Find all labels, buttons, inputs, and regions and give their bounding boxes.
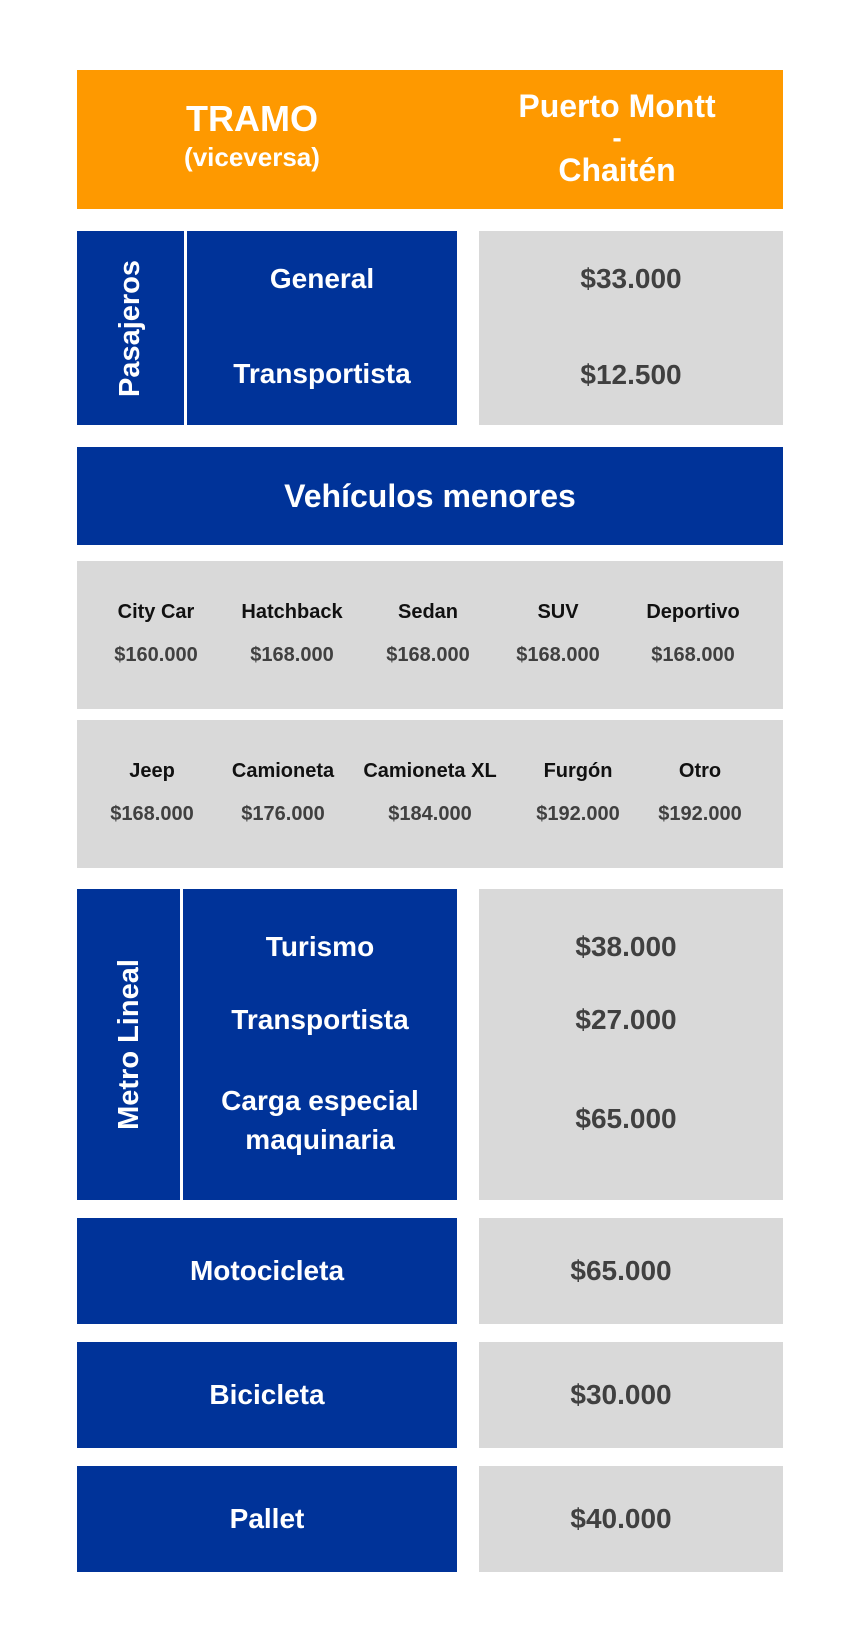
vehicle-name: Jeep <box>129 760 175 782</box>
vehicle-name: Otro <box>678 760 722 782</box>
route-origin: Puerto Montt <box>518 88 716 124</box>
pasajeros-prices <box>479 231 783 425</box>
pallet-price: $40.000 <box>479 1466 783 1572</box>
vehiculos-row-1 <box>77 561 783 709</box>
vehicle-price: $168.000 <box>110 803 194 825</box>
vehicle-price: $168.000 <box>651 644 735 666</box>
vehicle-name: Sedan <box>397 601 459 623</box>
metro-lineal-prices <box>479 889 783 1200</box>
motocicleta-price: $65.000 <box>479 1218 783 1324</box>
bicicleta-label: Bicicleta <box>77 1342 457 1448</box>
vehiculos-row-2 <box>77 720 783 868</box>
metro-lineal-items <box>183 889 457 1200</box>
route-header <box>77 70 783 209</box>
bicicleta-price: $30.000 <box>479 1342 783 1448</box>
vehicle-name: City Car <box>117 601 195 623</box>
metro-lineal-group-label: Metro Lineal <box>112 959 145 1130</box>
vehicle-price: $168.000 <box>386 644 470 666</box>
price-transportista: $12.500 <box>580 359 682 390</box>
vehicle-name: Camioneta XL <box>363 760 497 782</box>
pasajeros-item-label: General <box>269 263 375 294</box>
price-carga-especial: $65.000 <box>575 1103 677 1134</box>
price-general: $33.000 <box>580 263 682 294</box>
motocicleta-label: Motocicleta <box>77 1218 457 1324</box>
vehicle-name: SUV <box>537 601 579 623</box>
vehicle-price: $168.000 <box>516 644 600 666</box>
vehicle-price: $168.000 <box>250 644 334 666</box>
metro-lineal-block <box>77 889 457 1200</box>
metro-item-carga-line1: Carga especial <box>221 1085 419 1116</box>
tramo-block <box>77 70 427 209</box>
vehiculos-title: Vehículos menores <box>77 447 783 545</box>
vehicle-name: Camioneta <box>231 760 335 782</box>
vehicle-name: Furgón <box>543 760 613 782</box>
vehicle-name: Hatchback <box>241 601 343 623</box>
pallet-label: Pallet <box>77 1466 457 1572</box>
vehicle-price: $192.000 <box>536 803 620 825</box>
route-separator: - <box>612 122 622 153</box>
pasajeros-divider <box>184 231 187 425</box>
metro-item-transportista: Transportista <box>231 1004 409 1035</box>
vehicle-price: $184.000 <box>388 803 472 825</box>
tramo-sub: (viceversa) <box>184 142 320 172</box>
price-transportista-metro: $27.000 <box>575 1004 677 1035</box>
pasajeros-item-label: Transportista <box>233 358 411 389</box>
pasajeros-block <box>77 231 457 425</box>
metro-item-carga-line2: maquinaria <box>245 1124 395 1155</box>
vehicle-price: $176.000 <box>241 803 325 825</box>
route-destination: Chaitén <box>558 152 676 188</box>
vehicle-price: $192.000 <box>658 803 742 825</box>
price-turismo: $38.000 <box>575 931 677 962</box>
metro-item-turismo: Turismo <box>265 931 375 962</box>
vehicle-price: $160.000 <box>114 644 198 666</box>
route-block <box>457 70 777 209</box>
pasajeros-group-label: Pasajeros <box>114 259 147 397</box>
tramo-label: TRAMO <box>186 98 318 139</box>
vehicle-name: Deportivo <box>646 601 740 623</box>
